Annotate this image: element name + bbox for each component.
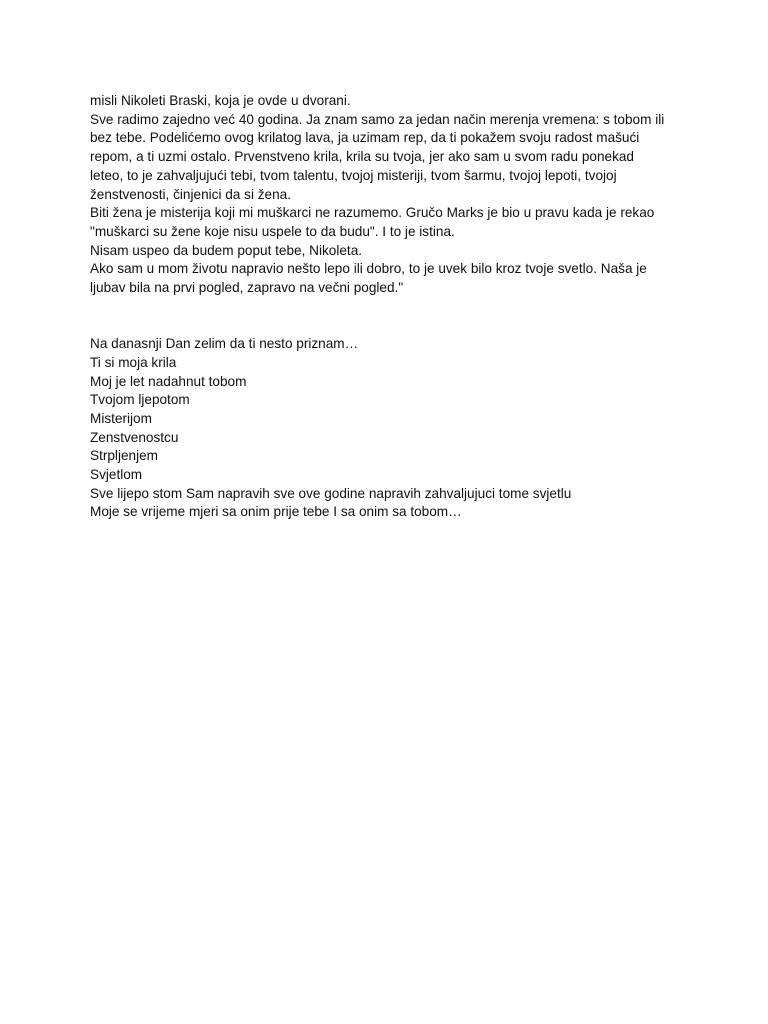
text-line: bez tebe. Podelićemo ovog krilatog lava, ja uzimam rep, da ti pokažem svoju radost mašući bbox=[90, 130, 640, 146]
text-line: misli Nikoleti Braski, koja je ovde u dvorani. bbox=[90, 93, 351, 108]
text-line: Misterijom bbox=[90, 410, 152, 426]
text-line: Na danasnji Dan zelim da ti nesto priznam… bbox=[90, 336, 359, 352]
text-line: Zenstvenostcu bbox=[90, 429, 179, 445]
text-line: "muškarci su žene koje nisu uspele to da budu". I to je istina. bbox=[90, 223, 455, 239]
quote-paragraph bbox=[90, 92, 690, 298]
text-line: Sve lijepo stom Sam napravih sve ove godine napravih zahvaljujuci tome svjetlu bbox=[90, 485, 572, 501]
text-line: Strpljenjem bbox=[90, 448, 158, 464]
text-line: Tvojom ljepotom bbox=[90, 392, 190, 408]
paragraph-gap bbox=[90, 298, 690, 335]
poem-paragraph bbox=[90, 335, 690, 522]
text-line: Moje se vrijeme mjeri sa onim prije tebe I sa onim sa tobom… bbox=[90, 504, 462, 520]
text-line: Moj je let nadahnut tobom bbox=[90, 373, 247, 389]
text-line: ženstvenosti, činjenici da si žena. bbox=[90, 186, 291, 202]
text-line: Ako sam u mom životu napravio nešto lepo ili dobro, to je uvek bilo kroz tvoje svetlo. Naša je bbox=[90, 261, 647, 277]
text-line: ljubav bila na prvi pogled, zapravo na večni pogled." bbox=[90, 280, 404, 296]
text-line: Biti žena je misterija koji mi muškarci ne razumemo. Gručo Marks je bio u pravu kada je rekao bbox=[90, 205, 655, 221]
document-page bbox=[90, 92, 690, 522]
text-line: Svjetlom bbox=[90, 467, 143, 483]
text-line: Sve radimo zajedno već 40 godina. Ja znam samo za jedan način merenja vremena: s tobom ili bbox=[90, 111, 665, 127]
text-line: repom, a ti uzmi ostalo. Prvenstveno krila, krila su tvoja, jer ako sam u svom radu ponekad bbox=[90, 149, 634, 165]
text-line: leteo, to je zahvaljujući tebi, tvom talentu, tvojoj misteriji, tvom šarmu, tvojoj lepoti, tvojoj bbox=[90, 167, 617, 183]
text-line: Nisam uspeo da budem poput tebe, Nikoleta. bbox=[90, 242, 363, 258]
text-line: Ti si moja krila bbox=[90, 354, 177, 370]
